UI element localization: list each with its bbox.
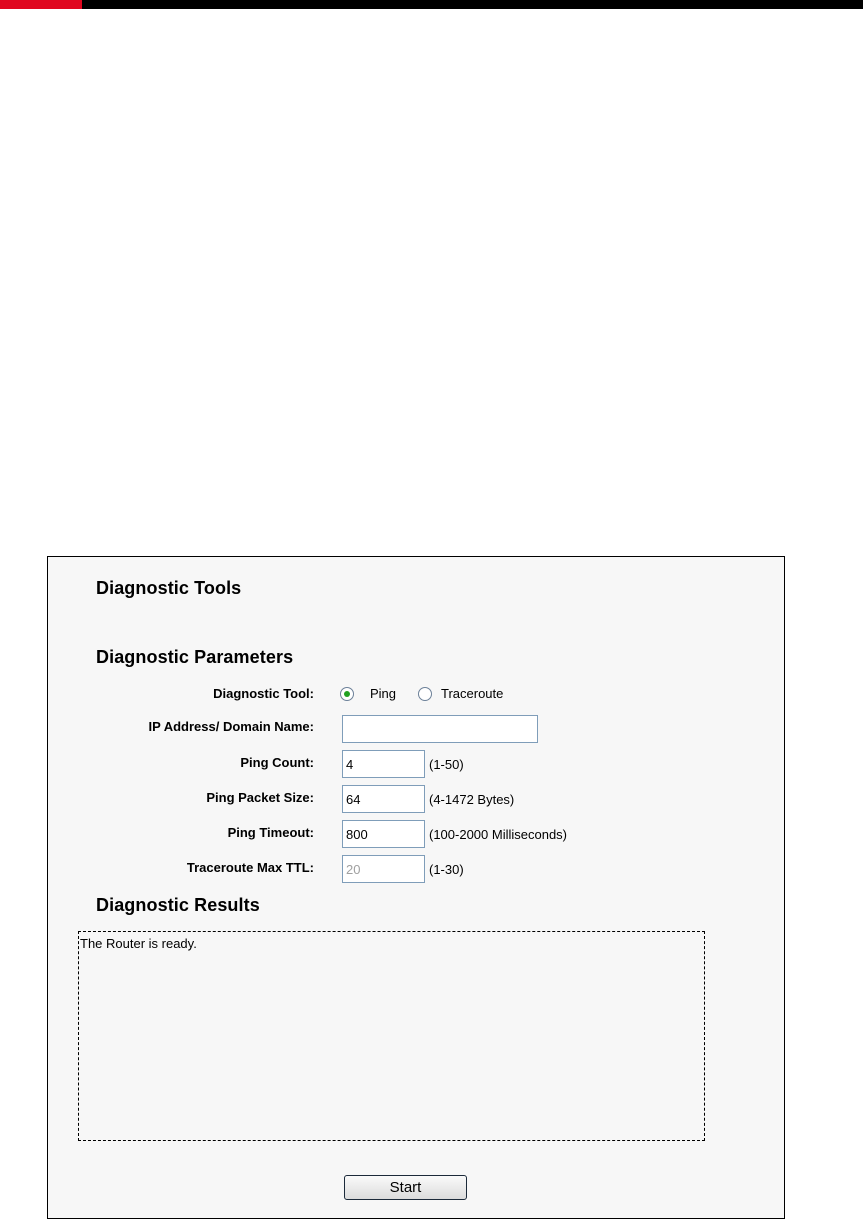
radio-selected-dot — [344, 691, 350, 697]
ping-count-hint: (1-50) — [429, 757, 464, 772]
results-heading: Diagnostic Results — [96, 895, 260, 915]
params-heading: Diagnostic Parameters — [96, 647, 294, 667]
ping-timeout-input[interactable]: 800 — [342, 820, 425, 848]
ping-count-input[interactable]: 4 — [342, 750, 425, 778]
radio-traceroute-label[interactable]: Traceroute — [441, 686, 504, 701]
traceroute-ttl-hint: (1-30) — [429, 862, 464, 877]
start-button[interactable]: Start — [344, 1175, 467, 1200]
packet-size-label: Ping Packet Size: — [206, 790, 314, 805]
ip-address-input[interactable] — [342, 715, 538, 743]
packet-size-input[interactable]: 64 — [342, 785, 425, 813]
ip-address-label: IP Address/ Domain Name: — [148, 719, 314, 734]
packet-size-hint: (4-1472 Bytes) — [429, 792, 515, 807]
ping-count-label: Ping Count: — [240, 755, 314, 770]
diagnostic-tool-label: Diagnostic Tool: — [213, 686, 314, 701]
radio-ping[interactable] — [340, 687, 354, 701]
diagnostic-results-box: The Router is ready. — [78, 931, 705, 1141]
page-title: Diagnostic Tools — [96, 578, 242, 598]
traceroute-ttl-label: Traceroute Max TTL: — [186, 860, 314, 875]
ping-timeout-hint: (100-2000 Milliseconds) — [429, 827, 568, 842]
brand-accent-bar — [0, 0, 82, 9]
radio-ping-label[interactable]: Ping — [370, 686, 397, 701]
top-bar — [0, 0, 863, 9]
diagnostic-tools-panel — [47, 556, 785, 1219]
ping-timeout-label: Ping Timeout: — [227, 825, 314, 840]
traceroute-ttl-input[interactable]: 20 — [342, 855, 425, 883]
radio-traceroute[interactable] — [418, 687, 432, 701]
